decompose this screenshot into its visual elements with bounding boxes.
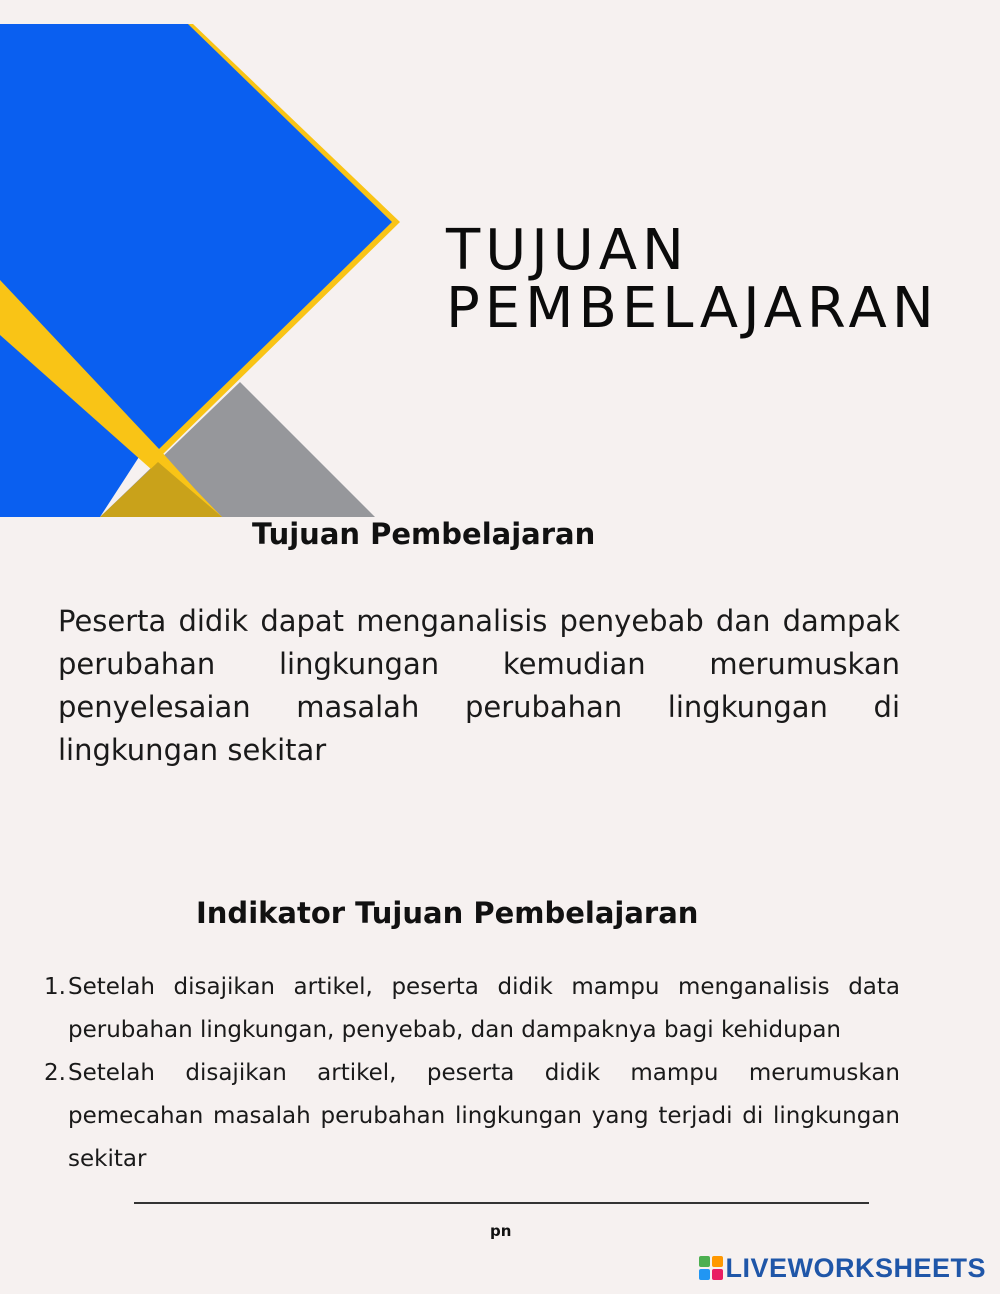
list-item: [44, 1052, 900, 1181]
list-item-number: 1.: [44, 974, 66, 1000]
list-item-number: 2.: [44, 1060, 66, 1086]
page-title-line2: PEMBELAJARAN: [446, 276, 939, 341]
section-title-tujuan: Tujuan Pembelajaran: [252, 517, 596, 551]
decorative-shapes: [0, 0, 420, 520]
footer-divider: [134, 1202, 869, 1204]
page-title: [446, 218, 939, 341]
list-item-text: Setelah disajikan artikel, peserta didik mampu merumuskan pemecahan masalah perubahan lingkungan yang terjadi di lingkungan sekitar: [68, 1060, 900, 1172]
section-title-indikator: Indikator Tujuan Pembelajaran: [196, 896, 699, 930]
page-title-line1: TUJUAN: [446, 218, 689, 283]
list-item-text: Setelah disajikan artikel, peserta didik mampu menganalisis data perubahan lingkungan, penyebab, dan dampaknya bagi kehidupan: [68, 974, 900, 1043]
liveworksheets-logo[interactable]: [699, 1250, 986, 1286]
tujuan-paragraph: Peserta didik dapat menganalisis penyebab dan dampak perubahan lingkungan kemudian merumuskan penyelesaian masalah perubahan lingkungan di lingkungan sekitar: [58, 604, 900, 767]
indicator-list: [44, 966, 900, 1181]
liveworksheets-logo-text: LIVEWORKSHEETS: [725, 1252, 986, 1283]
liveworksheets-logo-icon: [699, 1256, 723, 1280]
list-item: [44, 966, 900, 1052]
footer-note: pn: [490, 1222, 512, 1240]
